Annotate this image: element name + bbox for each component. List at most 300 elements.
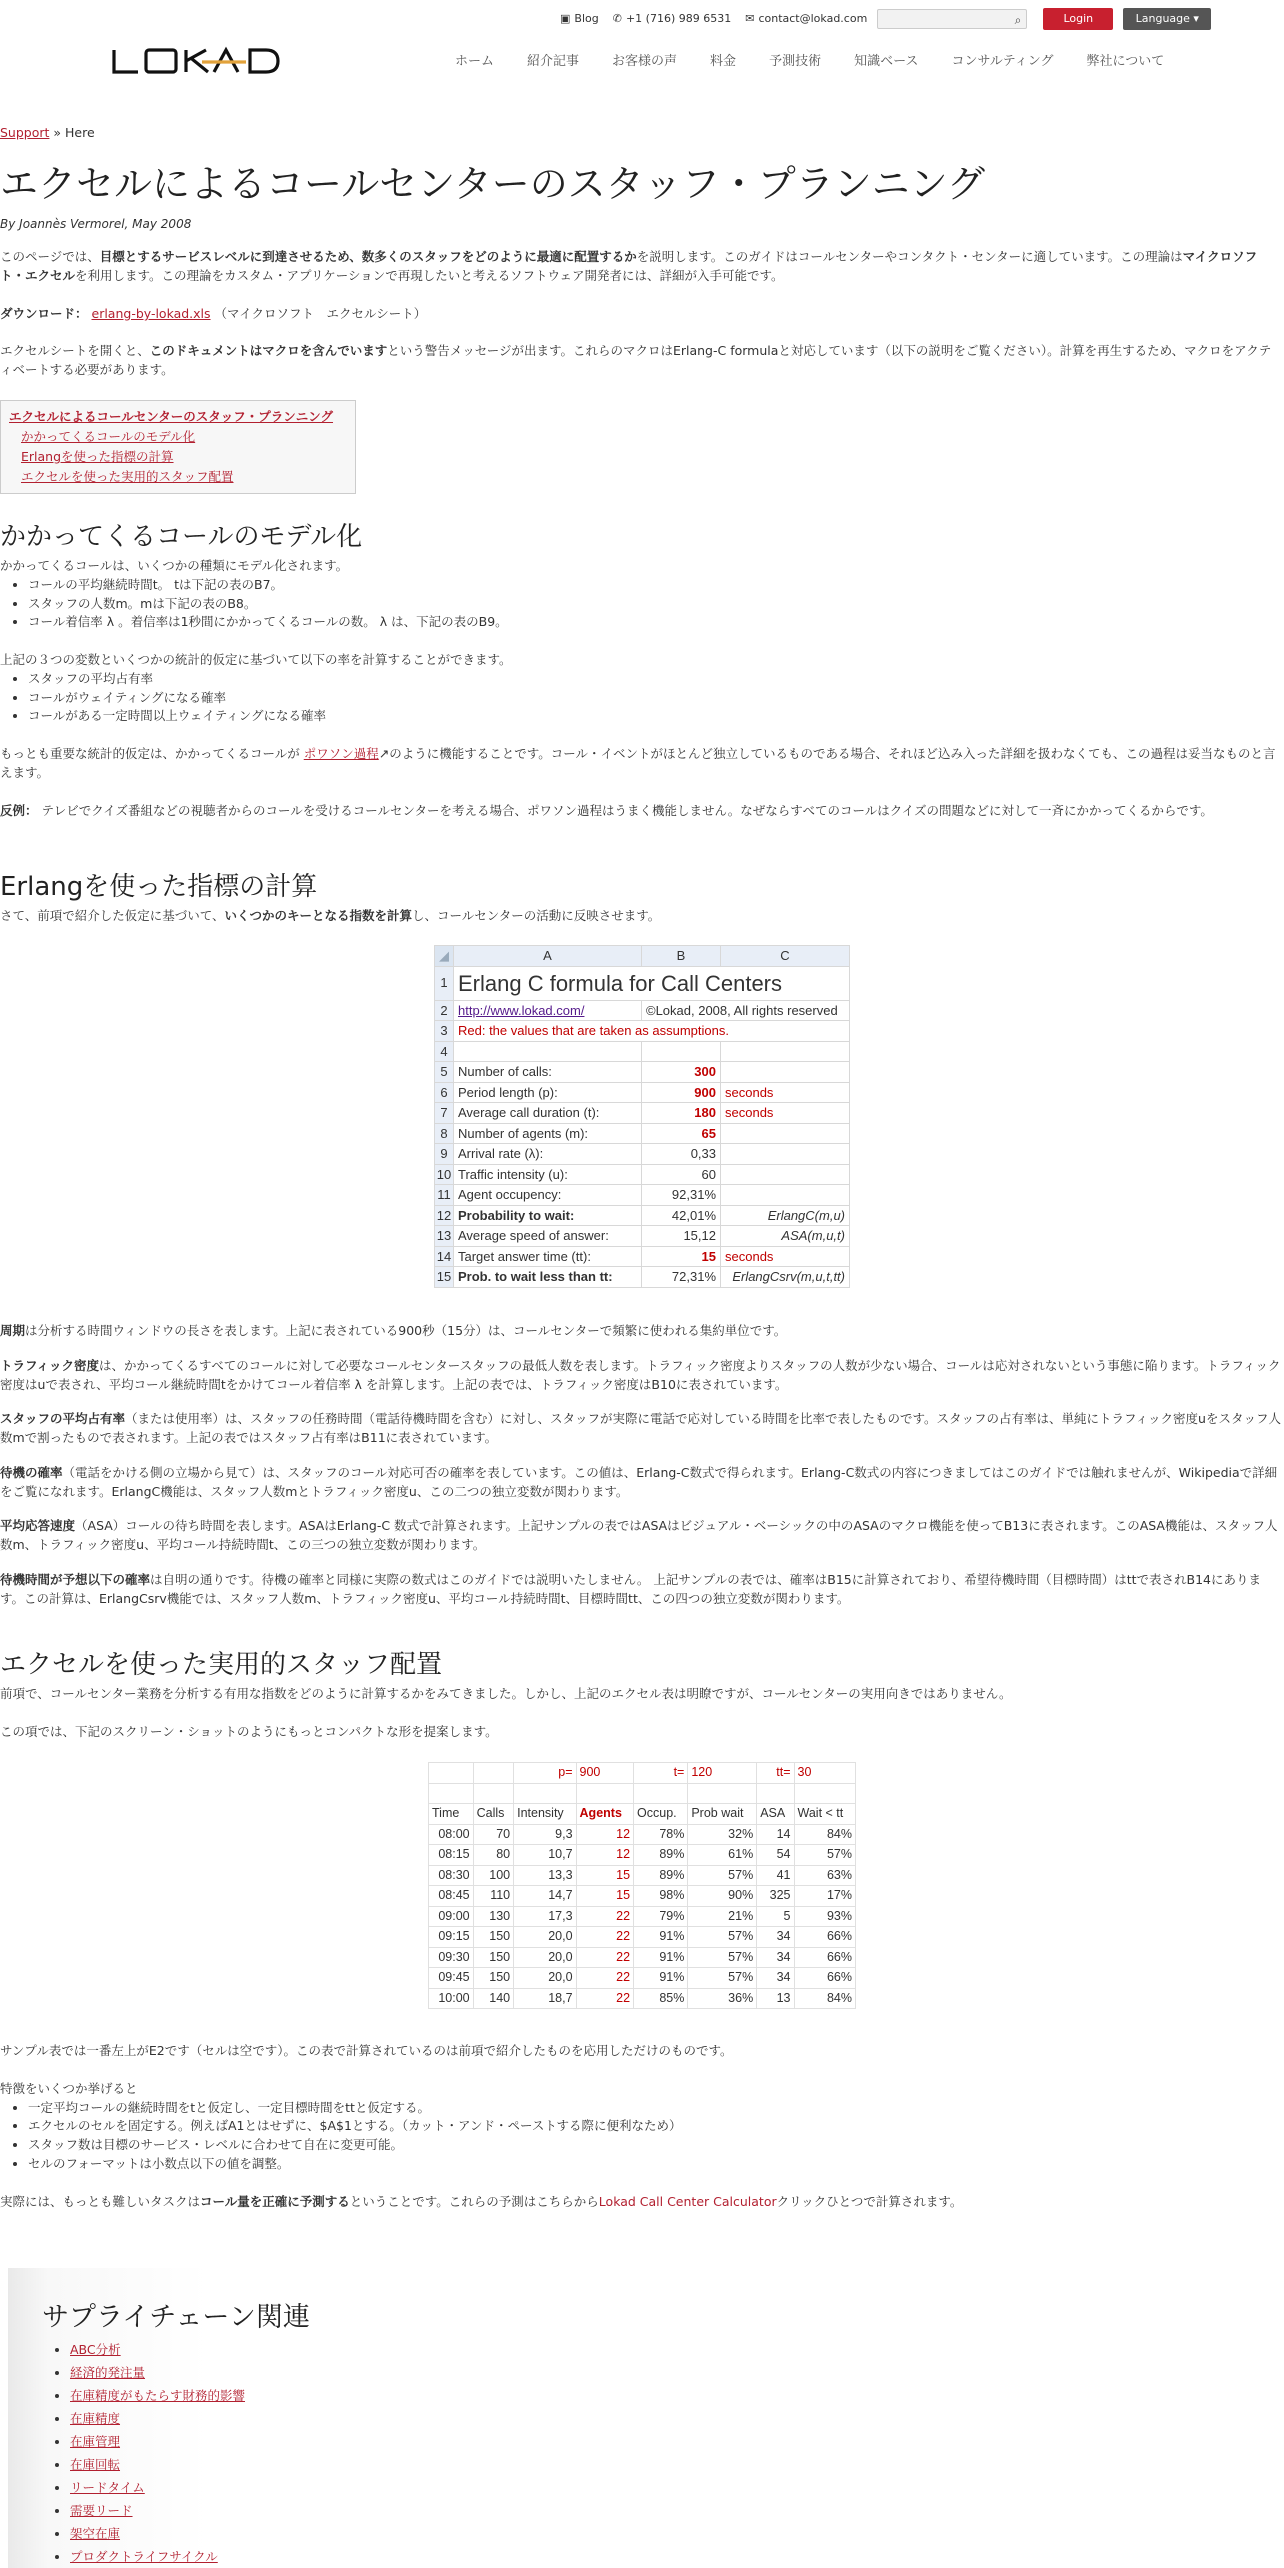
def-occupancy xyxy=(0,1410,1282,1448)
list-item: • コール着信率 λ 。着信率は1秒間にかかってくるコールの数。 λ は、下記の表のB9。 xyxy=(28,613,1282,632)
def-term: 待機時間が予想以下の確率 xyxy=(0,1571,151,1587)
list-item: • 一定平均コールの継続時間をtと仮定し、一定目標時間をttと仮定する。 xyxy=(28,2099,1282,2118)
sched-header: Time xyxy=(429,1804,474,1825)
sched-cell: 34 xyxy=(757,1927,794,1948)
list-item: • スタッフの人数m。mは下記の表のB8。 xyxy=(28,595,1282,614)
sched-cell: 98% xyxy=(634,1886,688,1907)
breadcrumb-support-link[interactable]: Support xyxy=(0,125,50,140)
sched-cell: 09:30 xyxy=(429,1947,474,1968)
section-modeling xyxy=(0,518,1282,820)
sched-header: Occup. xyxy=(634,1804,688,1825)
section-title-staffing: エクセルを使った実用的スタッフ配置 xyxy=(0,1650,443,1680)
download-link[interactable]: erlang-by-lokad.xls xyxy=(91,306,211,321)
sched-cell: 34 xyxy=(757,1947,794,1968)
features-list xyxy=(0,2099,1282,2174)
sched-cell: 150 xyxy=(473,1968,514,1989)
sched-cell: 110 xyxy=(473,1886,514,1907)
sched-cell: 18,7 xyxy=(514,1988,576,2009)
excel-cell: 60 xyxy=(642,1164,721,1185)
sched-cell: 12 xyxy=(576,1845,634,1866)
sched-cell: 66% xyxy=(794,1968,856,1989)
excel-cell: 300 xyxy=(642,1062,721,1083)
sched-cell: 10:00 xyxy=(429,1988,474,2009)
sched-cell: 80 xyxy=(473,1845,514,1866)
sched-cell xyxy=(473,1783,514,1804)
related-links xyxy=(42,2338,245,2568)
excel-cell: Traffic intensity (u): xyxy=(454,1164,642,1185)
macro-a: エクセルシートを開くと、 xyxy=(0,343,150,358)
sched-cell: 14 xyxy=(757,1824,794,1845)
excel-cell: 6 xyxy=(435,1082,454,1103)
intro-e: を利用します。この理論をカスタム・アプリケーションで再現したいと考えるソフトウェア開発者には、詳細が入手可能です。 xyxy=(75,267,784,283)
excel-col-c: C xyxy=(721,946,850,967)
intro-c: を説明します。このガイドはコールセンターやコンタクト・センターに適しています。この理論は xyxy=(636,249,1183,264)
blog-link[interactable] xyxy=(560,11,599,28)
excel-cell: 14 xyxy=(435,1246,454,1267)
def-text: （ASA）コールの待ち時間を表します。ASAはErlang-C 数式で計算されます。上記サンプルの表ではASAはビジュアル・ベーシックの中のASAのマクロ機能を使ってB13に表されます。このASA機能は、スタッフ人数m、トラフィック密度u、平均コール持続時間t、この三つの独立変数が関わります。 xyxy=(0,1518,1278,1552)
modeling-variable-list xyxy=(0,576,1282,632)
top-bar xyxy=(560,8,1280,30)
list-item: • セルのフォーマットは小数点以下の値を調整。 xyxy=(28,2155,1282,2174)
param-label: p= xyxy=(514,1763,576,1784)
intro-b: 目標とするサービスレベルに到達させるため、数多くのスタッフをどのように最適に配置するか xyxy=(99,249,637,264)
excel-col-b: B xyxy=(642,946,721,967)
excel-cell: Target answer time (tt): xyxy=(454,1246,642,1267)
related-link[interactable]: 在庫精度 xyxy=(70,2411,121,2426)
def-text: は自明の通りです。待機の確率と同様に実際の数式はこのガイドでは説明いたしません。 上記サンプルの表では、確率はB15に計算されており、希望待機時間（目標時間）はttで表されB14にあります。この計算は、ErlangCsrv機能では、スタッフ人数m、トラフィック密度u、平均コール持続時間t、目標時間tt、この四つの独立変数が関わります。 xyxy=(0,1571,1262,1606)
sched-row xyxy=(429,1906,856,1927)
excel-cell: 7 xyxy=(435,1103,454,1124)
sched-cell: 100 xyxy=(473,1865,514,1886)
excel-row xyxy=(435,1267,850,1288)
excel-col-a: A xyxy=(454,946,642,967)
excel-cell: 11 xyxy=(435,1185,454,1206)
related-link[interactable]: 架空在庫 xyxy=(70,2526,121,2541)
sched-cell: 08:45 xyxy=(429,1886,474,1907)
sched-cell: 89% xyxy=(634,1865,688,1886)
excel-cell: Period length (p): xyxy=(454,1082,642,1103)
login-button[interactable]: Login xyxy=(1043,8,1113,30)
sched-cell: 61% xyxy=(688,1845,757,1866)
excel-cell: 9 xyxy=(435,1144,454,1165)
definitions xyxy=(0,1322,1282,1608)
sched-cell: 150 xyxy=(473,1927,514,1948)
sched-cell xyxy=(429,1783,474,1804)
sched-row xyxy=(429,1968,856,1989)
sched-cell: 09:00 xyxy=(429,1906,474,1927)
table-of-contents xyxy=(0,400,356,494)
def-period xyxy=(0,1322,1282,1341)
blog-label: Blog xyxy=(574,11,599,25)
excel-cell: 180 xyxy=(642,1103,721,1124)
nav-consulting[interactable]: コンサルティング xyxy=(951,54,1054,69)
sched-cell xyxy=(794,1783,856,1804)
sched-header: Agents xyxy=(576,1804,634,1825)
sched-cell: 15 xyxy=(576,1865,634,1886)
breadcrumb xyxy=(0,124,95,143)
sched-row xyxy=(429,1845,856,1866)
excel-cell: 65 xyxy=(642,1123,721,1144)
excel-row xyxy=(435,1205,850,1226)
nav-pricing[interactable]: 料金 xyxy=(710,54,737,69)
sched-cell: 20,0 xyxy=(514,1927,576,1948)
excel-cell: Erlang C formula for Call Centers xyxy=(454,966,850,1000)
param-label: tt= xyxy=(757,1763,794,1784)
sched-cell xyxy=(688,1783,757,1804)
download-label: ダウンロード： xyxy=(0,306,88,321)
counter-text: テレビでクイズ番組などの視聴者からのコールを受けるコールセンターを考える場合、ポワソン過程はうまく機能しません。なぜならすべてのコールはクイズの問題などに対して一斉にかかってくるからです。 xyxy=(37,802,1213,818)
excel-row xyxy=(435,1164,850,1185)
counter-label: 反例： xyxy=(0,802,38,818)
toc-link-modeling[interactable]: かかってくるコールのモデル化 xyxy=(21,429,196,444)
sched-row xyxy=(429,1927,856,1948)
sched-header: Prob wait xyxy=(688,1804,757,1825)
excel-cell xyxy=(721,1164,850,1185)
staffing-p2: この項では、下記のスクリーン・ショットのようにもっとコンパクトな形を提案します。 xyxy=(0,1723,498,1739)
excel-cell: Probability to wait: xyxy=(454,1205,642,1226)
rss-icon: ▣ xyxy=(560,11,571,25)
excel-col-header-row xyxy=(435,946,850,967)
sched-header-row xyxy=(429,1804,856,1825)
sched-header: Intensity xyxy=(514,1804,576,1825)
excel-cell: 2 xyxy=(435,1000,454,1021)
sched-cell: 66% xyxy=(794,1947,856,1968)
list-item: • コールの平均継続時間t。 tは下記の表のB7。 xyxy=(28,576,1282,595)
sched-cell xyxy=(757,1783,794,1804)
sched-cell: 9,3 xyxy=(514,1824,576,1845)
excel-cell xyxy=(721,1123,850,1144)
sched-row xyxy=(429,1947,856,1968)
related-link[interactable]: プロダクトライフサイクル xyxy=(70,2549,218,2564)
excel-cell: 4 xyxy=(435,1041,454,1062)
sched-row xyxy=(429,1865,856,1886)
list-item: • コールがウェイティングになる確率 xyxy=(28,689,1282,708)
sched-cell: 20,0 xyxy=(514,1968,576,1989)
list-item: • エクセルのセルを固定する。例えばA1とはせずに、$A$1とする。（カット・アンド・ペーストする際に便利なため） xyxy=(28,2117,1282,2136)
staffing-notes xyxy=(0,2042,1282,2211)
sched-cell: 57% xyxy=(688,1968,757,1989)
poisson-a: もっとも重要な統計的仮定は、かかってくるコールが xyxy=(0,746,304,761)
param-value: 30 xyxy=(794,1763,856,1784)
def-term: 周期 xyxy=(0,1323,26,1338)
excel-cell: 15 xyxy=(642,1246,721,1267)
def-term: スタッフの平均占有率 xyxy=(0,1411,126,1427)
staffing-p1: 前項で、コールセンター業務を分析する有用な指数をどのように計算するかをみてきました。しかし、上記のエクセル表は明瞭ですが、コールセンターの実用向きではありません。 xyxy=(0,1686,1012,1701)
excel-cell: 92,31% xyxy=(642,1185,721,1206)
sched-cell: 21% xyxy=(688,1906,757,1927)
nav-knowledge[interactable]: 知識ベース xyxy=(854,54,919,69)
excel-row xyxy=(435,1000,850,1021)
section-title-erlang: Erlangを使った指標の計算 xyxy=(0,872,318,902)
excel-row xyxy=(435,1041,850,1062)
related-link[interactable]: 在庫回転 xyxy=(70,2457,121,2472)
excel-cell xyxy=(454,1041,642,1062)
sched-cell: 89% xyxy=(634,1845,688,1866)
breadcrumb-sep: » xyxy=(49,125,66,140)
erlang-lead-a: さて、前項で紹介した仮定に基づいて、 xyxy=(0,908,225,923)
excel-cell: 42,01% xyxy=(642,1205,721,1226)
def-traffic xyxy=(0,1357,1282,1395)
excel-cell: seconds xyxy=(721,1246,850,1267)
sched-cell: 36% xyxy=(688,1988,757,2009)
sched-cell: 08:00 xyxy=(429,1824,474,1845)
excel-cell: 15 xyxy=(435,1267,454,1288)
sched-cell: 17% xyxy=(794,1886,856,1907)
sched-spacer-row xyxy=(429,1783,856,1804)
sched-cell: 325 xyxy=(757,1886,794,1907)
excel-row xyxy=(435,966,850,1000)
lokad-logo[interactable] xyxy=(110,44,310,78)
toc-link-main[interactable]: エクセルによるコールセンターのスタッフ・プランニング xyxy=(9,409,334,424)
excel-cell: Number of agents (m): xyxy=(454,1123,642,1144)
param-value: 900 xyxy=(576,1763,634,1784)
excel-row xyxy=(435,1062,850,1083)
byline: By Joannès Vermorel, May 2008 xyxy=(0,217,192,231)
after-p3a: 実際には、もっとも難しいタスクは xyxy=(0,2193,201,2209)
modeling-rate-list xyxy=(0,670,1282,726)
sched-cell: 150 xyxy=(473,1947,514,1968)
sched-cell: 5 xyxy=(757,1906,794,1927)
def-text: （または使用率）は、スタッフの任務時間（電話待機時間を含む）に対し、スタッフが実際に電話で応対している時間を比率で表したものです。スタッフの占有率は、単純にトラフィック密度uをスタッフ人数mで割ったもので表されます。上記の表ではスタッフ占有率はB11に表されています。 xyxy=(0,1411,1281,1445)
def-asa xyxy=(0,1517,1282,1555)
sched-param-row xyxy=(429,1763,856,1784)
sched-cell: 91% xyxy=(634,1947,688,1968)
sched-cell xyxy=(634,1783,688,1804)
section-title-modeling: かかってくるコールのモデル化 xyxy=(0,522,363,552)
excel-cell: ErlangCsrv(m,u,t,tt) xyxy=(721,1267,850,1288)
excel-cell: Arrival rate (λ): xyxy=(454,1144,642,1165)
sched-cell: 57% xyxy=(688,1865,757,1886)
excel-cell: Average speed of answer: xyxy=(454,1226,642,1247)
sched-cell: 13 xyxy=(757,1988,794,2009)
excel-cell xyxy=(721,1062,850,1083)
excel-row xyxy=(435,1123,850,1144)
nav-home[interactable]: ホーム xyxy=(455,54,495,69)
excel-corner-cell: ◢ xyxy=(435,946,454,967)
modeling-lead: かかってくるコールは、いくつかの種類にモデル化されます。 xyxy=(0,558,349,573)
excel-cell: Number of calls: xyxy=(454,1062,642,1083)
sched-header: ASA xyxy=(757,1804,794,1825)
sched-cell: 32% xyxy=(688,1824,757,1845)
sched-cell: 57% xyxy=(794,1845,856,1866)
poisson-b: のように機能することです。コール・イベントがほとんど独立しているものである場合、それほど込み入った詳細を扱わなくても、この過程は妥当なものと言えます。 xyxy=(0,746,1276,780)
excel-cell: 72,31% xyxy=(642,1267,721,1288)
breadcrumb-current: Here xyxy=(65,125,95,140)
poisson-link[interactable]: ポワソン過程 xyxy=(303,746,379,761)
email-label: contact@lokad.com xyxy=(758,11,868,25)
search-input[interactable] xyxy=(877,9,1027,29)
phone-icon: ✆ xyxy=(612,11,622,25)
excel-cell: seconds xyxy=(721,1103,850,1124)
sched-cell: 79% xyxy=(634,1906,688,1927)
excel-cell: 1 xyxy=(435,966,454,1000)
macro-paragraph xyxy=(0,342,1282,380)
title-block xyxy=(0,156,1282,233)
excel-row xyxy=(435,1185,850,1206)
excel-cell: seconds xyxy=(721,1082,850,1103)
sched-cell: 34 xyxy=(757,1968,794,1989)
sched-cell: 90% xyxy=(688,1886,757,1907)
toc-link-staffing[interactable]: エクセルを使った実用的スタッフ配置 xyxy=(21,469,234,484)
sched-cell: 130 xyxy=(473,1906,514,1927)
call-center-calculator-link[interactable]: Lokad Call Center Calculator xyxy=(598,2193,777,2209)
erlang-excel-table xyxy=(434,945,850,1288)
phone-label: +1 (716) 989 6531 xyxy=(625,11,732,25)
sched-row xyxy=(429,1824,856,1845)
sched-cell: 15 xyxy=(576,1886,634,1907)
sched-cell: 08:30 xyxy=(429,1865,474,1886)
excel-cell: Average call duration (t): xyxy=(454,1103,642,1124)
sched-cell: 84% xyxy=(794,1988,856,2009)
section-erlang xyxy=(0,868,1282,926)
excel-cell: 12 xyxy=(435,1205,454,1226)
excel-cell: 0,33 xyxy=(642,1144,721,1165)
excel-cell: ErlangC(m,u) xyxy=(721,1205,850,1226)
sched-cell: 63% xyxy=(794,1865,856,1886)
sched-cell xyxy=(576,1783,634,1804)
sched-cell: 57% xyxy=(688,1947,757,1968)
param-value: 120 xyxy=(688,1763,757,1784)
external-link-icon: ↗ xyxy=(378,746,390,761)
nav-testimonials[interactable]: お客様の声 xyxy=(612,54,678,69)
sched-cell: 85% xyxy=(634,1988,688,2009)
excel-cell xyxy=(721,1185,850,1206)
excel-row xyxy=(435,1226,850,1247)
related-link[interactable]: 在庫管理 xyxy=(70,2434,121,2449)
email-link[interactable] xyxy=(745,11,867,28)
excel-cell xyxy=(721,1041,850,1062)
excel-cell: 3 xyxy=(435,1021,454,1042)
nav-about[interactable]: 弊社について xyxy=(1086,54,1165,69)
excel-cell: Red: the values that are taken as assumptions. xyxy=(454,1021,850,1042)
sched-cell: 70 xyxy=(473,1824,514,1845)
sched-cell: 10,7 xyxy=(514,1845,576,1866)
related-link[interactable]: リードタイム xyxy=(70,2480,145,2495)
intro-d: マイクロソフト・エクセル xyxy=(0,249,1258,283)
main-nav xyxy=(455,52,1197,72)
excel-cell: 8 xyxy=(435,1123,454,1144)
related-link[interactable]: ABC分析 xyxy=(70,2342,121,2357)
sched-cell: 91% xyxy=(634,1968,688,1989)
sched-cell xyxy=(473,1763,514,1784)
excel-row xyxy=(435,1103,850,1124)
section-staffing xyxy=(0,1646,1282,1742)
excel-cell: Agent occupency: xyxy=(454,1185,642,1206)
def-text: （電話をかける側の立場から見て）は、スタッフのコール対応可否の確率を表しています。この値は、Erlang-C数式で得られます。Erlang-C数式の内容につきましてはこのガイドでは触れませんが、Wikipediaで詳細をご覧になれます。ErlangC機能は、スタッフ人数mとトラフィック密度u、この二つの独立変数が関わります。 xyxy=(0,1464,1278,1499)
excel-cell: 5 xyxy=(435,1062,454,1083)
phone-link[interactable] xyxy=(613,11,732,28)
download-note: （マイクロソフト エクセルシート） xyxy=(214,306,427,321)
sched-cell: 66% xyxy=(794,1927,856,1948)
excel-row xyxy=(435,1082,850,1103)
intro-a: このページでは、 xyxy=(0,249,100,264)
sched-row xyxy=(429,1886,856,1907)
macro-b: このドキュメントはマクロを含んでいます xyxy=(149,343,388,358)
sched-header: Wait < tt xyxy=(794,1804,856,1825)
excel-cell: 13 xyxy=(435,1226,454,1247)
excel-cell: 15,12 xyxy=(642,1226,721,1247)
erlang-lead-c: し、コールセンターの活動に反映させます。 xyxy=(412,908,661,923)
excel-cell xyxy=(642,1041,721,1062)
excel-row xyxy=(435,1021,850,1042)
language-button[interactable]: Language ▾ xyxy=(1123,8,1211,30)
nav-intro[interactable]: 紹介記事 xyxy=(527,54,580,69)
staffing-schedule-table xyxy=(428,1762,856,2009)
sched-cell: 91% xyxy=(634,1927,688,1948)
nav-technology[interactable]: 予測技術 xyxy=(769,54,822,69)
sched-cell: 08:15 xyxy=(429,1845,474,1866)
page-title: エクセルによるコールセンターのスタッフ・プランニング xyxy=(0,162,985,206)
sched-cell: 140 xyxy=(473,1988,514,2009)
sched-cell: 12 xyxy=(576,1824,634,1845)
sched-cell: 09:45 xyxy=(429,1968,474,1989)
search-icon[interactable]: ⌕ xyxy=(1014,13,1022,27)
excel-cell: 10 xyxy=(435,1164,454,1185)
erlang-lead-b: いくつかのキーとなる指数を計算 xyxy=(224,908,413,923)
intro-paragraph xyxy=(0,248,1282,286)
def-term: 待機の確率 xyxy=(0,1464,63,1480)
sched-cell: 54 xyxy=(757,1845,794,1866)
after-p3d: クリックひとつで計算されます。 xyxy=(776,2193,963,2209)
sched-cell: 17,3 xyxy=(514,1906,576,1927)
after-p3c: ということです。これらの予測はこちらから xyxy=(349,2193,599,2209)
sched-cell: 93% xyxy=(794,1906,856,1927)
sched-cell: 57% xyxy=(688,1927,757,1948)
related-link[interactable]: 需要リード xyxy=(70,2503,133,2518)
excel-cell: 900 xyxy=(642,1082,721,1103)
list-item: • スタッフの平均占有率 xyxy=(28,670,1282,689)
after-p2: 特徴をいくつか挙げると xyxy=(0,2080,138,2096)
sched-cell: 14,7 xyxy=(514,1886,576,1907)
param-label: t= xyxy=(634,1763,688,1784)
sched-cell: 22 xyxy=(576,1988,634,2009)
sched-cell: 20,0 xyxy=(514,1947,576,1968)
excel-cell: Prob. to wait less than tt: xyxy=(454,1267,642,1288)
macro-c: という警告メッセージが出ます。これらのマクロはErlang-C formulaと対応しています（以下の説明をご覧ください）。計算を再生するため、マクロをアクティベートする必要があります。 xyxy=(0,343,1272,377)
sched-header: Calls xyxy=(473,1804,514,1825)
list-item: • スタッフ数は目標のサービス・レベルに合わせて自在に変更可能。 xyxy=(28,2136,1282,2155)
toc-link-erlang[interactable]: Erlangを使った指標の計算 xyxy=(21,449,174,464)
sched-cell: 41 xyxy=(757,1865,794,1886)
language-label: Language xyxy=(1135,11,1190,25)
sched-cell: 13,3 xyxy=(514,1865,576,1886)
excel-link-cell[interactable]: http://www.lokad.com/ xyxy=(454,1000,642,1021)
excel-row xyxy=(435,1246,850,1267)
def-text: は分析する時間ウィンドウの長さを表します。上記に表されている900秒（15分）は、コールセンターで頻繁に使われる集約単位です。 xyxy=(25,1323,787,1338)
envelope-icon: ✉ xyxy=(745,11,755,25)
sched-cell: 84% xyxy=(794,1824,856,1845)
def-wait-less xyxy=(0,1571,1282,1609)
def-wait-prob xyxy=(0,1464,1282,1502)
related-link[interactable]: 経済的発注量 xyxy=(70,2365,146,2380)
after-p3b: コール量を正確に予測する xyxy=(200,2193,350,2209)
sched-cell xyxy=(514,1783,576,1804)
sched-cell: 78% xyxy=(634,1824,688,1845)
sched-cell: 22 xyxy=(576,1947,634,1968)
download-line xyxy=(0,305,1282,324)
list-item: • コールがある一定時間以上ウェイティングになる確率 xyxy=(28,707,1282,726)
related-link[interactable]: 在庫精度がもたらす財務的影響 xyxy=(70,2388,246,2403)
sched-cell: 22 xyxy=(576,1968,634,1989)
footer-title: サプライチェーン関連 xyxy=(42,2302,310,2333)
excel-row xyxy=(435,1144,850,1165)
def-term: トラフィック密度 xyxy=(0,1357,100,1373)
sched-cell xyxy=(429,1763,474,1784)
related-footer xyxy=(8,2268,1284,2568)
after-p1: サンプル表では一番左上がE2です（セルは空です）。この表で計算されているのは前項で紹介したものを応用しただけのものです。 xyxy=(0,2043,733,2058)
excel-cell xyxy=(721,1144,850,1165)
sched-cell: 22 xyxy=(576,1927,634,1948)
